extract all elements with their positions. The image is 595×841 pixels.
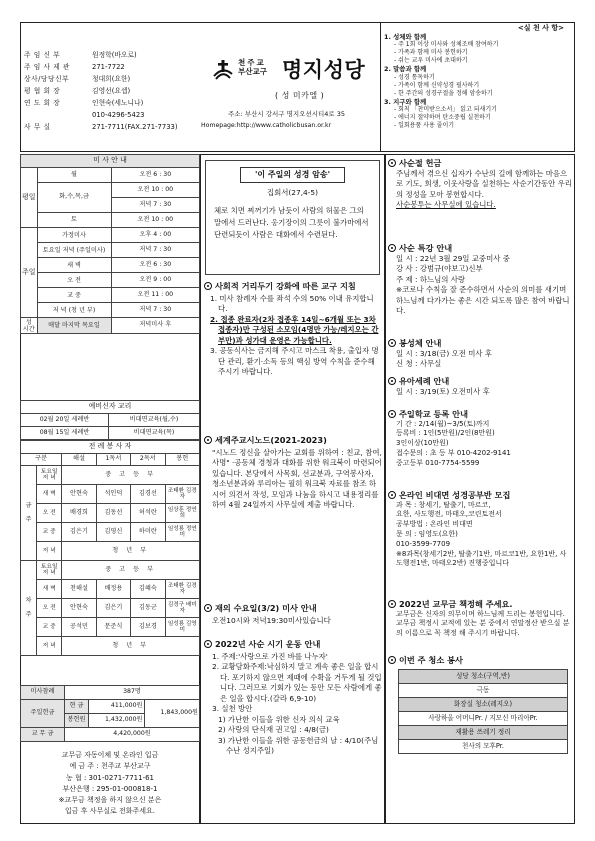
server-name: 조태환 김경자 bbox=[165, 485, 199, 504]
cleaning-title: 이번 주 청소 봉사 bbox=[399, 655, 463, 665]
sunday-school-section bbox=[388, 406, 572, 469]
week-label: 금 주 bbox=[21, 466, 37, 561]
blessing-line: 신 청 : 사무실 bbox=[396, 359, 442, 369]
patron-saint: ( 성 미카엘 ) bbox=[275, 91, 325, 100]
synod-title: 세계주교시노드(2021-2023) bbox=[215, 435, 327, 445]
cleaning-row: 사랑하올 어머니Pr. / 지모신 마리아Pr. bbox=[399, 711, 568, 725]
practice-item: - 가족과 함께 미사 봉헌하기 bbox=[394, 49, 468, 57]
lent-offering-body: 주님께서 겪으신 십자가 수난의 길에 함께하는 마음으로 기도, 희생, 이웃사랑을 실천하는 사순기간동안 우리의 정성을 모아 봉헌합시다. bbox=[396, 168, 572, 199]
lent-offering-section bbox=[388, 155, 572, 211]
bullet-icon bbox=[388, 377, 396, 385]
sunday-school-line: 중고등부 010-7754-5599 bbox=[396, 458, 480, 467]
practice-heading: 2. 말씀과 함께 bbox=[384, 65, 427, 74]
mass-time: 오전 6 : 30 bbox=[111, 258, 199, 273]
lecture-line: 일 시 : 22년 3월 29일 교중미사 중 bbox=[396, 253, 510, 263]
info-value: 271-7722 bbox=[92, 63, 125, 71]
info-value: 청대희(요한) bbox=[92, 75, 131, 83]
mass-time: 저녁 7 : 30 bbox=[111, 303, 199, 318]
info-label: 주 임 신 부 bbox=[24, 51, 61, 59]
bible-study-line: 요한, 사도행전, 마태오,코린토전서 bbox=[396, 510, 502, 519]
servers-title: 전 례 봉 사 자 bbox=[21, 441, 200, 454]
info-label: 평 협 회 장 bbox=[24, 87, 61, 95]
server-slot: 교 중 bbox=[37, 523, 62, 542]
server-group: 청 년 부 bbox=[62, 542, 200, 561]
info-label: 주 임 사 제 관 bbox=[24, 63, 70, 71]
server-name: 김동선 bbox=[96, 504, 130, 523]
parish-name: 명지성당 bbox=[282, 57, 366, 82]
server-slot: 새 벽 bbox=[37, 580, 62, 599]
bank-line: 입금 후 사무실로 전화주세요. bbox=[64, 807, 156, 816]
bullet-icon bbox=[388, 656, 396, 664]
server-name: 배경희 bbox=[62, 504, 96, 523]
dues-value: 4,420,000원 bbox=[65, 728, 200, 742]
servers-header: 2독서 bbox=[131, 454, 165, 466]
lent-section bbox=[204, 636, 382, 757]
cleaning-row: 천사의 모후Pr. bbox=[399, 739, 568, 753]
confession-day: 매달 마지막 목요일 bbox=[37, 318, 111, 334]
catechism-table bbox=[20, 400, 200, 440]
server-group: 중 고 등 부 bbox=[62, 561, 200, 580]
envelope-label: 봉헌원 bbox=[65, 714, 89, 728]
catechism-date: 02월 20일 세례반 bbox=[21, 414, 109, 427]
cross-logo-icon bbox=[210, 58, 236, 84]
lecture-line: 주 제 : 하느님의 사랑 bbox=[396, 274, 466, 284]
lent-item: 3) 가난한 이들을 위한 공동헌금의 날 : 4/10(주님 수난 성지주일) bbox=[218, 735, 379, 756]
verse-title: '이 주일의 성경 암송' bbox=[240, 167, 345, 183]
mass-day: 토 bbox=[37, 213, 111, 228]
envelope-value: 1,432,000원 bbox=[89, 714, 145, 728]
cash-value: 411,000원 bbox=[89, 700, 145, 714]
mass-day: 교 중 bbox=[37, 288, 111, 303]
sunday-label: 주일 bbox=[21, 228, 38, 318]
sunday-offering-label: 주일헌금 bbox=[21, 700, 65, 728]
distancing-item: 3. 공동식사는 금지해 주시고 마스크 착용, 출입자 명단 관리, 환기·소독 등의 핵심 방역 수칙을 준수해 주시기 바랍니다. bbox=[210, 346, 379, 377]
servers-header: 봉헌 bbox=[165, 454, 199, 466]
attendance-value: 387명 bbox=[65, 686, 200, 700]
bible-study-line: 010-3599-7709 bbox=[396, 539, 451, 548]
server-name: 허석란 bbox=[131, 504, 165, 523]
sunday-school-line: 3인이상(10만원) bbox=[396, 439, 449, 448]
info-value: 원정학(바오로) bbox=[92, 51, 137, 59]
server-name: 김경구 배미자 bbox=[165, 599, 199, 618]
parish-logo bbox=[210, 58, 236, 84]
lent-item: 3. 실천 방안 bbox=[212, 704, 253, 714]
server-slot: 토요일 저 녁 bbox=[37, 561, 62, 580]
distancing-item: 1. 미사 참례자 수를 좌석 수의 50% 이내 유지합니다. bbox=[210, 293, 374, 314]
info-label: 상사/당당신부 bbox=[24, 75, 70, 83]
practice-item: - 한 주간의 성경구절을 정해 암송하기 bbox=[394, 89, 493, 97]
dues-title: 2022년 교무금 책정해 주세요. bbox=[399, 599, 513, 609]
mass-day: 새 벽 bbox=[37, 258, 111, 273]
synod-section bbox=[204, 432, 382, 511]
lent-offering-title: 사순절 헌금 bbox=[399, 158, 442, 168]
mass-table bbox=[20, 154, 200, 334]
server-name: 임성룡 김영미 bbox=[165, 618, 199, 637]
bullet-icon bbox=[388, 244, 396, 252]
lecture-note: ※코로나 수칙을 잘 준수하면서 사순의 의미를 새기며 하느님께 다가가는 좋은 시간 되도록 많은 참여 바랍니다. bbox=[396, 285, 570, 316]
blessing-section bbox=[388, 335, 572, 370]
info-row bbox=[24, 85, 199, 97]
bible-study-line: 과 목 : 창세기, 탈출기, 마르코, bbox=[396, 500, 491, 509]
weekday-label: 평일 bbox=[21, 168, 38, 228]
mass-day: 월 bbox=[37, 168, 111, 183]
server-name: 김동군 bbox=[131, 599, 165, 618]
parish-info bbox=[24, 49, 199, 133]
mass-time: 오전 10 : 00 bbox=[111, 213, 199, 228]
infant-baptism-section bbox=[388, 373, 572, 397]
distancing-item: 2. 접종 완료자(2차 접종후 14일~6개월 또는 3차 접종자)만 구성된 소모임(4명만 가능/레지오는 간부만)과 성가대 운영은 가능합니다. bbox=[210, 314, 379, 345]
lecture-title: 사순 특강 안내 bbox=[399, 243, 453, 253]
servers-table bbox=[20, 440, 200, 656]
bullet-icon bbox=[204, 282, 212, 290]
server-slot: 저 녁 bbox=[37, 542, 62, 561]
practice-item: - 주 1회 이상 미사와 성체조배 참여하기 bbox=[394, 41, 499, 49]
server-name: 임성룡 정연미 bbox=[165, 523, 199, 542]
dues-body: 교무금은 신자의 의무이며 하느님께 드리는 봉헌입니다. 교무금 책정시 교적에 있는 분 중에서 연말정산 받으실 분의 이름으로 꼭 책정 해 주시기 바랍니다. bbox=[396, 609, 570, 638]
bank-info bbox=[20, 750, 200, 818]
server-name: 김은기 bbox=[62, 523, 96, 542]
cleaning-row: 극동 bbox=[399, 683, 568, 697]
info-value: 010-4296-5423 bbox=[92, 111, 145, 119]
practice-item: - 회칙 「찬미받으소서」 읽고 되새기기 bbox=[394, 105, 497, 113]
cash-label: 현 금 bbox=[65, 700, 89, 714]
server-name: 김경선 bbox=[131, 485, 165, 504]
mass-day: 토요일 저녁 (주일미사) bbox=[37, 243, 111, 258]
mass-day: 화,수,목,금 bbox=[37, 183, 111, 213]
homepage-link[interactable]: Homepage:http://www.catholicbusan.or.kr bbox=[201, 122, 332, 129]
verse-ref: 집회서(27,4-5) bbox=[266, 188, 318, 198]
mass-time: 저녁 7 : 30 bbox=[111, 198, 199, 213]
practice-item: - 에너지 절약하며 탄소중립 실천하기 bbox=[394, 114, 491, 122]
mass-day: 가정미사 bbox=[37, 228, 111, 243]
sunday-school-title: 주일학교 등록 안내 bbox=[399, 409, 468, 419]
bullet-icon bbox=[204, 640, 212, 648]
cleaning-row: 화장실 청소(레지오) bbox=[399, 697, 568, 711]
lecture-section bbox=[388, 240, 572, 317]
mass-time: 오전 6 : 30 bbox=[111, 168, 199, 183]
server-slot: 토요일 저 녁 bbox=[37, 466, 62, 485]
blessing-title: 봉성체 안내 bbox=[399, 338, 442, 348]
catechism-type: 비대면교육(월,수) bbox=[109, 414, 200, 427]
server-name: 문준식 bbox=[96, 618, 130, 637]
week-label: 차 주 bbox=[21, 561, 37, 656]
ashwed-body: 오전10시와 저녁19:30미사있습니다 bbox=[212, 615, 331, 625]
info-row bbox=[24, 121, 199, 133]
server-name: 석인덕 bbox=[96, 485, 130, 504]
server-name: 김은기 bbox=[96, 599, 130, 618]
mass-day: 오 전 bbox=[37, 273, 111, 288]
attendance-label: 미사참례 bbox=[21, 686, 65, 700]
server-name: 김영신 bbox=[96, 523, 130, 542]
address: 주소: 부산시 강서구 명지오션시티4로 35 bbox=[228, 110, 346, 118]
dues-section bbox=[388, 596, 572, 639]
distancing-title: 사회적 거리두기 강화에 따른 교구 지침 bbox=[215, 281, 356, 291]
info-value: 271-7711(FAX.271-7733) bbox=[92, 123, 178, 131]
bullet-icon bbox=[388, 600, 396, 608]
lent-item: 2) 사랑의 단식재 권고일 : 4/8(금) bbox=[218, 725, 329, 735]
server-slot: 오 전 bbox=[37, 599, 62, 618]
bullet-icon bbox=[388, 410, 396, 418]
mass-time: 오전 10 : 00 bbox=[111, 183, 199, 198]
bullet-icon bbox=[204, 604, 212, 612]
diocese-label: 천주교 부산교구 bbox=[238, 58, 267, 76]
server-name: 조태환 김경자 bbox=[165, 580, 199, 599]
server-slot: 저 녁 bbox=[37, 637, 62, 656]
info-value: 김영선(요셉) bbox=[92, 87, 131, 95]
cleaning-table bbox=[398, 669, 568, 754]
practice-heading: 1. 성체와 함께 bbox=[384, 33, 427, 42]
catechism-title: 예비신자 교리 bbox=[21, 401, 200, 414]
mass-time: 저녁 7 : 30 bbox=[111, 243, 199, 258]
finance-table bbox=[20, 685, 200, 742]
bank-line: 예 금 주 : 천주교 부산교구 bbox=[69, 762, 151, 771]
lent-item: 2. 교황담화주제:낙심하지 말고 계속 좋은 일을 합시다. 포기하지 않으면 제때에 수확을 거두게 될 것입니다. 그러므로 기회가 있는 동안 모든 사람에게 좋은 일을 합시다.(갈라 6,9-10) bbox=[212, 662, 382, 703]
infant-baptism-line: 일 시 : 3/19(토) 오전미사 후 bbox=[396, 386, 490, 396]
ashwed-title: 재의 수요일(3/2) 미사 안내 bbox=[215, 603, 317, 613]
bullet-icon bbox=[388, 159, 396, 167]
server-name: 천해설 bbox=[62, 580, 96, 599]
catechism-date: 08월 15일 세례반 bbox=[21, 427, 109, 440]
practice-item: - 일회용품 사용 줄이기 bbox=[394, 122, 455, 130]
mass-time: 오후 4 : 00 bbox=[111, 228, 199, 243]
mass-day: 저 녁 (청 년 부) bbox=[37, 303, 111, 318]
synod-body: "시노드 정신을 살아가는 교회를 위하여 : 친교, 참여, 사명" ·공동체 경청과 대화를 위한 워크북이 마련되어 있습니다. 본당에서 사목회, 선교분과, 구역봉사자, 청소년분과와 루리아는 필히 워크북 자료를 참조 하시어 의견서 작성, 모임과 나눔을 하시고 내용정리를 하여 4월 24일까지 사무실에 제출 바랍니다. bbox=[212, 447, 382, 510]
server-group: 청 년 부 bbox=[62, 637, 200, 656]
bullet-icon bbox=[388, 339, 396, 347]
server-group: 중 고 등 부 bbox=[62, 466, 200, 485]
practice-item: - 가족이 함께 신약성경 필사하기 bbox=[394, 81, 480, 89]
server-slot: 교 중 bbox=[37, 618, 62, 637]
bible-study-title: 온라인 비대면 성경공부반 모집 bbox=[399, 490, 511, 500]
info-label bbox=[24, 109, 92, 121]
info-row bbox=[24, 49, 199, 61]
lecture-line: 강 사 : 강범규(야보고)신부 bbox=[396, 264, 483, 274]
servers-header: 해설 bbox=[62, 454, 96, 466]
offering-total: 1,843,000원 bbox=[144, 700, 200, 728]
sunday-school-line: 등록비 : 1인(5만원)/2인(8만원) bbox=[396, 429, 495, 438]
info-label: 연 도 회 장 bbox=[24, 99, 61, 107]
bank-line: ※교무금 책정을 하지 않으신 분은 bbox=[58, 796, 162, 805]
bank-line: 교무금 자동이체 및 온라인 입금 bbox=[61, 751, 159, 759]
blessing-line: 일 시 : 3/18(금) 오전 미사 후 bbox=[396, 348, 493, 358]
mass-time: 오전 11 : 00 bbox=[111, 288, 199, 303]
bible-study-line: ※8과목(창세기2반, 탈출기1반, 마르코1반, 요한1반, 사도행전1반, 마태오2반) 진행중입니다 bbox=[396, 549, 567, 568]
servers-header: 구분 bbox=[21, 454, 62, 466]
practice-title: <실 천 사 항> bbox=[517, 24, 564, 32]
server-name: 안현숙 bbox=[62, 599, 96, 618]
info-row bbox=[24, 109, 199, 121]
server-name: 배정용 bbox=[96, 580, 130, 599]
practice-item: - 쉬는 교우 미사에 초대하기 bbox=[394, 57, 468, 65]
bank-line: 부산은행 : 295-01-000818-1 bbox=[62, 784, 158, 793]
lent-item: 1) 가난한 이들을 위한 신자 의식 교육 bbox=[218, 714, 340, 724]
cleaning-row: 재활용 쓰레기 정리 bbox=[399, 725, 568, 739]
server-name: 김보경 bbox=[131, 618, 165, 637]
lent-offering-note: 사순봉투는 사무실에 있습니다. bbox=[396, 200, 496, 210]
server-slot: 오 전 bbox=[37, 504, 62, 523]
info-value: 인현숙(세노니나) bbox=[92, 99, 144, 107]
cleaning-row: 성당 청소(구역,반) bbox=[399, 669, 568, 683]
server-name: 안현숙 bbox=[62, 485, 96, 504]
confession-label: 성 시간 bbox=[21, 318, 38, 334]
mass-title: 미 사 안 내 bbox=[21, 155, 200, 168]
practice-box bbox=[380, 22, 575, 152]
verse-text: 체로 치면 찌꺼기가 남듯이 사람의 허물은 그의 말에서 드러난다. 옹기장이의 그릇이 불가마에서 단련되듯이 사람은 대화에서 수련된다. bbox=[214, 206, 369, 240]
bible-study-line: 공부방법 : 온라인 비대면 bbox=[396, 520, 473, 529]
distancing-section bbox=[204, 278, 382, 378]
info-row bbox=[24, 73, 199, 85]
bullet-icon bbox=[388, 491, 396, 499]
lent-title: 2022년 사순 시기 운동 안내 bbox=[215, 639, 321, 649]
server-name: 공석민 bbox=[62, 618, 96, 637]
practice-item: - 성경 통독하기 bbox=[394, 73, 435, 81]
catechism-type: 비대면교육(목) bbox=[109, 427, 200, 440]
bible-study-section bbox=[388, 487, 572, 569]
infant-baptism-title: 유아세례 안내 bbox=[399, 376, 450, 386]
confession-time: 저녁미사 후 bbox=[111, 318, 199, 334]
verse-box bbox=[205, 160, 380, 275]
bank-line: 농 협 : 301-0271-7711-61 bbox=[65, 773, 155, 782]
dues-label: 교 무 금 bbox=[21, 728, 65, 742]
practice-heading: 3. 지구와 함께 bbox=[384, 97, 427, 106]
info-row bbox=[24, 61, 199, 73]
servers-header: 1독서 bbox=[96, 454, 130, 466]
sunday-school-line: 접수문의 : 초 등 부 010-4202-9141 bbox=[396, 449, 511, 458]
lent-item: 1. 주제:'사랑으로 가진 바를 나누자' bbox=[212, 651, 328, 661]
server-name: 임상훈 정연희 bbox=[165, 504, 199, 523]
mass-time: 오전 9 : 00 bbox=[111, 273, 199, 288]
ashwed-section bbox=[204, 600, 382, 626]
info-label: 사 무 실 bbox=[24, 123, 51, 131]
server-name: 하미란 bbox=[131, 523, 165, 542]
server-name: 김혜숙 bbox=[131, 580, 165, 599]
info-row bbox=[24, 97, 199, 109]
cleaning-section bbox=[388, 652, 572, 754]
bible-study-line: 문 의 : 임영도(요한) bbox=[396, 530, 458, 539]
server-slot: 새 벽 bbox=[37, 485, 62, 504]
bullet-icon bbox=[204, 436, 212, 444]
sunday-school-line: 기 간 : 2/14(월)~3/5(토)까지 bbox=[396, 419, 490, 428]
